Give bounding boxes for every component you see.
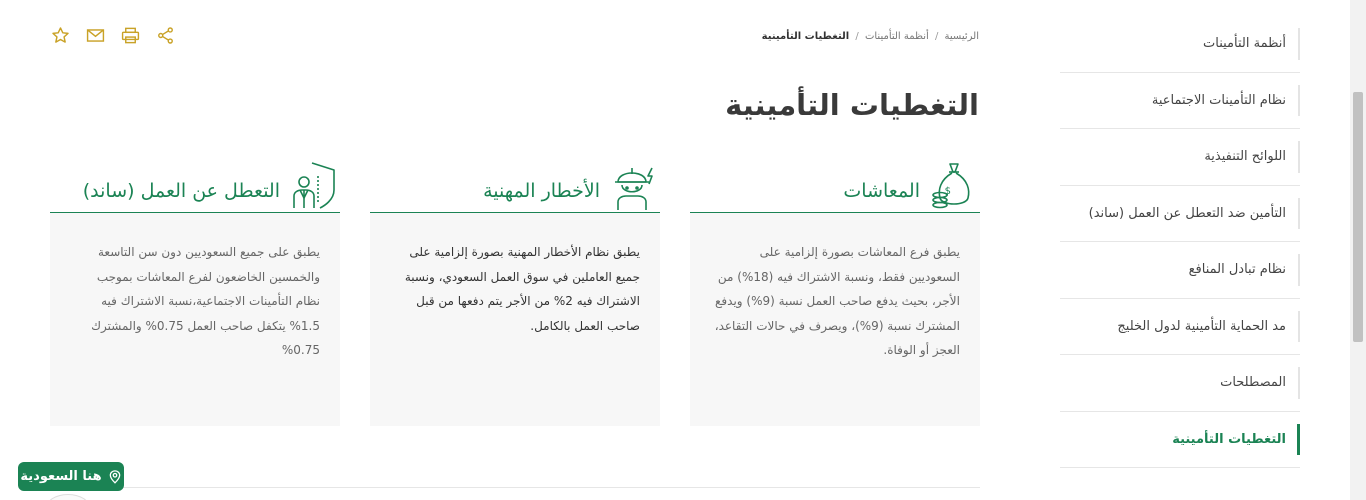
sidebar-item-terminology[interactable] [1060, 355, 1300, 412]
sidebar-item-label: المصطلحات [1220, 375, 1286, 391]
sidebar-indicator [1298, 254, 1300, 286]
star-icon [51, 26, 70, 45]
svg-text:$: $ [944, 186, 951, 197]
card-description: يطبق نظام الأخطار المهنية بصورة إلزامية على جميع العاملين في سوق العمل السعودي، ونسبة الاشتراك فيه 2% من الأجر يتم دفعها من قبل صاحب العمل بالكامل. [370, 213, 660, 426]
sidebar-indicator [1298, 198, 1300, 230]
sidebar-item-label: مد الحماية التأمينية لدول الخليج [1117, 318, 1286, 334]
shield-person-icon [290, 160, 338, 210]
mail-icon [86, 26, 105, 45]
footer-divider [110, 487, 980, 488]
sidebar-indicator [1298, 367, 1300, 399]
card-header [690, 152, 980, 213]
breadcrumb-home[interactable]: الرئيسية [944, 31, 979, 42]
page-scrollbar[interactable] [1350, 0, 1366, 500]
sidebar-item-unemployment-insurance[interactable] [1060, 186, 1300, 243]
print-button[interactable] [120, 25, 141, 46]
scrollbar-thumb[interactable] [1353, 92, 1363, 342]
print-icon [121, 26, 140, 45]
sidebar-item-benefits-exchange[interactable] [1060, 242, 1300, 299]
card-title: التعطل عن العمل (ساند) [82, 180, 280, 202]
badge-text: هنا السعودية [20, 469, 102, 484]
share-button[interactable] [155, 25, 176, 46]
favorite-button[interactable] [50, 25, 71, 46]
worker-helmet-icon [610, 160, 658, 210]
breadcrumb-separator: / [934, 31, 939, 42]
sidebar-item-label: اللوائح التنفيذية [1204, 149, 1286, 165]
sidebar-indicator [1298, 311, 1300, 343]
sidebar-item-gcc-protection[interactable] [1060, 299, 1300, 356]
sidebar-item-executive-regulations[interactable] [1060, 129, 1300, 186]
sidebar-item-label: أنظمة التأمينات [1203, 36, 1286, 52]
location-pin-icon [108, 470, 122, 484]
footer-decoration [45, 494, 91, 500]
visit-saudi-badge[interactable] [18, 462, 124, 491]
card-description: يطبق على جميع السعوديين دون سن التاسعة والخمسين الخاضعون لفرع المعاشات بموجب نظام التأمينات الاجتماعية،نسبة الاشتراك فيه 1.5% يتكفل صاحب العمل 0.75% والمشترك 0.75% [50, 213, 340, 426]
card-title: المعاشات [843, 180, 920, 202]
card-header [370, 152, 660, 213]
sidebar-nav [1060, 16, 1300, 468]
page-tools [50, 25, 176, 46]
page-title: التغطيات التأمينية [725, 88, 979, 122]
sidebar-item-label: نظام تبادل المنافع [1188, 262, 1286, 278]
money-bag-icon [930, 160, 978, 210]
breadcrumb-parent[interactable]: أنظمة التأمينات [864, 31, 929, 42]
sidebar-item-label: التأمين ضد التعطل عن العمل (ساند) [1088, 205, 1286, 221]
sidebar-item-insurance-systems[interactable] [1060, 16, 1300, 73]
email-button[interactable] [85, 25, 106, 46]
breadcrumb-separator: / [855, 31, 859, 42]
breadcrumb [762, 31, 979, 42]
card-unemployment-saned [50, 152, 340, 426]
card-pensions [690, 152, 980, 426]
card-title: الأخطار المهنية [483, 180, 600, 202]
share-icon [156, 26, 175, 45]
card-occupational-hazards [370, 152, 660, 426]
sidebar-item-social-insurance-law[interactable] [1060, 73, 1300, 130]
sidebar-item-insurance-coverages[interactable] [1060, 412, 1300, 469]
card-header [50, 152, 340, 213]
sidebar-item-label: التغطيات التأمينية [1172, 431, 1286, 447]
sidebar-indicator [1298, 141, 1300, 173]
card-description: يطبق فرع المعاشات بصورة إلزامية على السعوديين فقط، ونسبة الاشتراك فيه (18%) من الأجر، بحيث يدفع صاحب العمل نسبة (9%) ويدفع المشترك نسبة (9%)، ويصرف في حالات التقاعد، العجز أو الوفاة. [690, 213, 980, 426]
sidebar-indicator [1298, 28, 1300, 60]
sidebar-item-label: نظام التأمينات الاجتماعية [1151, 92, 1286, 108]
breadcrumb-current: التغطيات التأمينية [761, 31, 850, 42]
sidebar-indicator [1297, 424, 1300, 456]
sidebar-indicator [1298, 85, 1300, 117]
